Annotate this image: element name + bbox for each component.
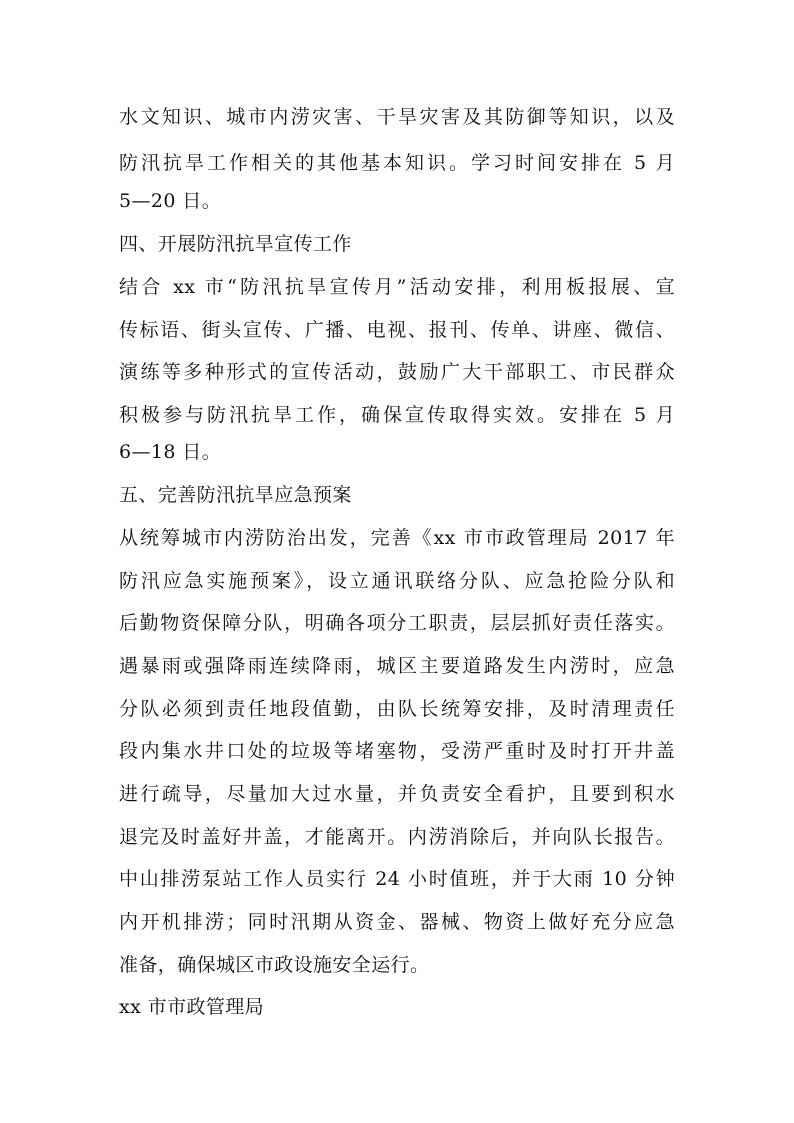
body-text-line: 积极参与防汛抗旱工作，确保宣传取得实效。安排在 5 月 (119, 404, 675, 426)
body-text-line: 准备，确保城区市政设施安全运行。 (119, 954, 430, 976)
section-heading-5: 五、完善防汛抗旱应急预案 (119, 484, 352, 506)
body-text-line: 演练等多种形式的宣传活动，鼓励广大干部职工、市民群众 (119, 361, 675, 383)
body-text-line: 5—20 日。 (119, 190, 222, 212)
body-text-line: 从统筹城市内涝防治出发，完善《xx 市市政管理局 2017 年 (119, 527, 675, 549)
body-text-line: 6—18 日。 (119, 441, 222, 463)
body-text-line: 水文知识、城市内涝灾害、干旱灾害及其防御等知识，以及 (119, 106, 675, 128)
body-text-line: 退完及时盖好井盖，才能离开。内涝消除后，并向队长报告。 (119, 826, 675, 848)
section-heading-4: 四、开展防汛抗旱宣传工作 (119, 233, 352, 255)
body-text-line: 后勤物资保障分队，明确各项分工职责，层层抓好责任落实。 (119, 612, 675, 634)
body-text-line: 防汛应急实施预案》，设立通讯联络分队、应急抢险分队和 (119, 570, 675, 592)
body-text-line: 分队必须到责任地段值勤，由队长统筹安排，及时清理责任 (119, 698, 675, 720)
body-text-line: 段内集水井口处的垃圾等堵塞物，受涝严重时及时打开井盖 (119, 740, 675, 762)
body-text-line: 内开机排涝；同时汛期从资金、器械、物资上做好充分应急 (119, 911, 675, 933)
body-text-line: 中山排涝泵站工作人员实行 24 小时值班，并于大雨 10 分钟 (119, 868, 675, 890)
body-text-line: 结合 xx 市“防汛抗旱宣传月”活动安排，利用板报展、宣 (119, 276, 675, 298)
body-text-line: 传标语、街头宣传、广播、电视、报刊、传单、讲座、微信、 (119, 319, 675, 341)
body-text-line: 遇暴雨或强降雨连续降雨，城区主要道路发生内涝时，应急 (119, 655, 675, 677)
body-text-line: 防汛抗旱工作相关的其他基本知识。学习时间安排在 5 月 (119, 152, 675, 174)
body-text-line: 进行疏导，尽量加大过水量，并负责安全看护，且要到积水 (119, 783, 675, 805)
signature-line: xx 市市政管理局 (119, 996, 265, 1018)
